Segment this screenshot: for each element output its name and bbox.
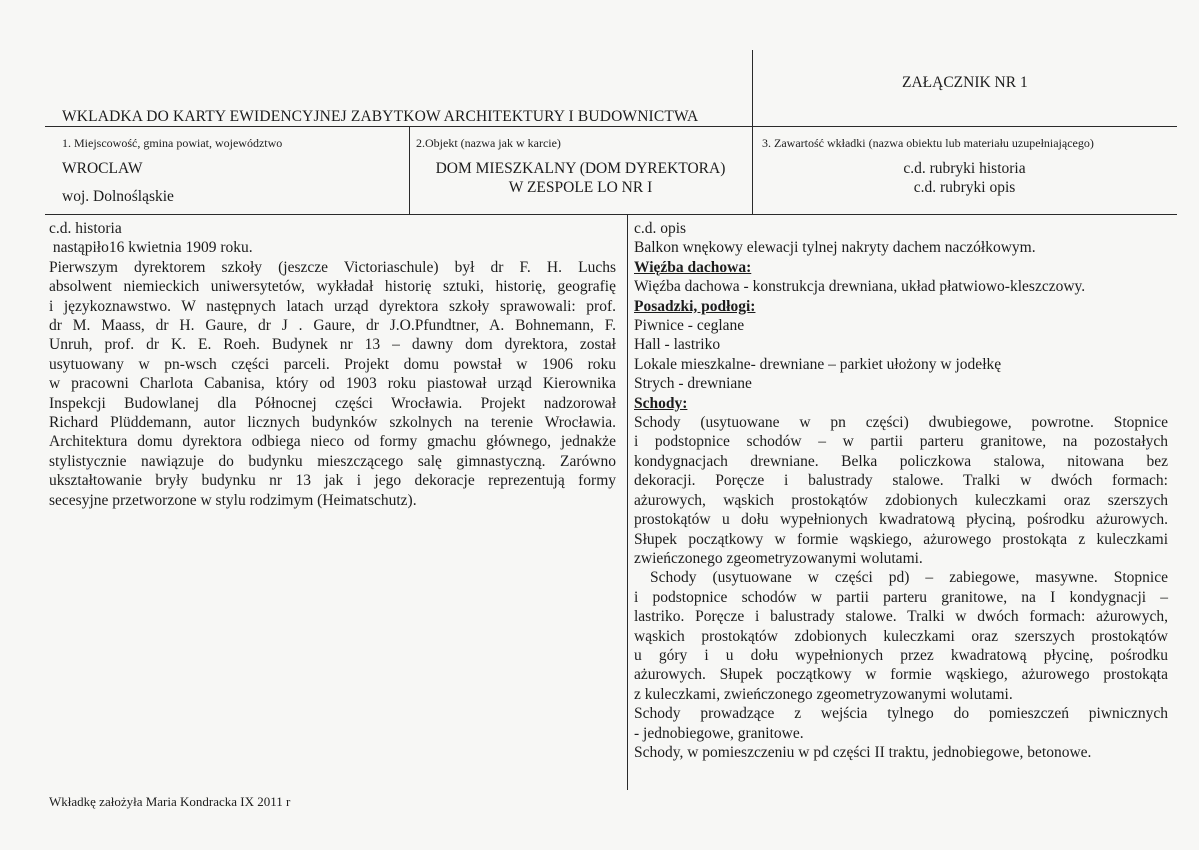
header-fields-bottom [45,214,1177,215]
stairs-line: Schody (usytuowane w części pd) – zabiegowe, masywne. Stopnice [634,569,1168,587]
contents-line2: c.d. rubryki opis [913,179,1016,196]
stairs-line: - jednobiegowe, granitowe. [634,724,804,742]
stairs-line: lastriko. Poręcze i balustrady stalowe. Tralki w dwóch formach: ażurowych, [634,608,1168,626]
stairs-line: Schody (usytuowane w pn części) dwubiegowe, powrotne. Stopnice [634,414,1168,432]
location-label: 1. Miejscowość, gmina powiat, województwo [62,136,283,150]
history-line: Architektura domu dyrektora odbiega nieco od formy gmachu głównego, jednakże [49,433,616,451]
stairs-heading: Schody: [634,394,688,412]
annex-label: ZAŁĄCZNIK NR 1 [902,74,1028,91]
roof-heading: Więźba dachowa: [634,258,752,276]
stairs-line: dekoracji. Poręcze i balustrady stalowe. Tralki w dwóch formach: [634,472,1168,490]
history-line: usytuowany w pn-wsch części parceli. Projekt domu powstał w 1906 roku [49,355,616,373]
location-voivodeship: woj. Dolnośląskie [62,188,174,205]
history-line: absolwent niemieckich uniwersytetów, wykładał historię sztuki, historię, geografię [49,278,616,296]
object-name-line2: W ZESPOLE LO NR I [508,179,653,196]
history-intro: nastąpiło16 kwietnia 1909 roku. [49,239,253,257]
history-line: Pierwszym dyrektorem szkoły (jeszcze Victoriaschule) był dr F. H. Luchs [49,258,616,276]
roof-text: Więźba dachowa - konstrukcja drewniana, układ płatwiowo-kleszczowy. [634,278,1086,296]
stairs-line: u góry i u dołu wypełnionych przez kwadratową płycinę, pośrodku [634,646,1168,664]
history-line: stylistycznie nawiązuje do budynku mieszczącego salę gimnastyczną. Zarówno [49,452,616,470]
history-line: ukształtowanie bryły budynku nr 13 jak i jego dekoracje reprezentują formy [49,472,616,490]
stairs-line: i podstopnice schodów w partii parteru granitowe, na I kondygnacji – [634,588,1168,606]
history-line: Unruh, prof. dr K. E. Roeh. Budynek nr 13 – dawny dom dyrektora, został [49,336,616,354]
stairs-line: Schody, w pomieszczeniu w pd części II traktu, jednobiegowe, betonowe. [634,743,1092,761]
stairs-line: Schody prowadzące z wejścia tylnego do pomieszczeń piwnicznych [634,705,1168,723]
stairs-line: kondygnacjach drewniane. Belka policzkowa stalowa, nitowana bez [634,452,1168,470]
object-label: 2.Objekt (nazwa jak w karcie) [416,136,561,150]
contents-label: 3. Zawartość wkładki (nazwa obiektu lub materiału uzupełniającego) [762,136,1094,150]
floor-item: Strych - drewniane [634,375,752,393]
stairs-line: wąskich prostokątów zdobionych kuleczkami oraz szerszych prostokątów [634,627,1168,645]
sheet-title: WKLADKA DO KARTY EWIDENCYJNEJ ZABYTKOW ARCHITEKTURY I BUDOWNICTWA [62,108,699,125]
stairs-line: zwieńczonego zgeometryzowanymi wolutami. [634,549,923,567]
floor-item: Piwnice - ceglane [634,317,745,335]
stairs-line: i podstopnice schodów – w partii parteru granitowe, na pozostałych [634,433,1168,451]
history-line: dr M. Maass, dr H. Gaure, dr J . Gaure, dr J.O.Pfundtner, A. Bohnemann, F. [49,317,616,335]
stairs-line: ażurowych, wąskich prostokątów zdobionych kuleczkami oraz szerszych [634,491,1168,509]
title-underline [45,126,1177,127]
location-city: WROCLAW [62,160,143,177]
object-name-line1: DOM MIESZKALNY (DOM DYREKTORA) [435,160,726,177]
history-line: Richard Plüddemann, autor licznych budynków szkolnych na terenie Wrocławia. [49,414,616,432]
stairs-line: z kuleczkami, zwieńczonego zgeometryzowanymi wolutami. [634,685,1013,703]
description-column [634,219,1168,762]
stairs-line: prostokątów u dołu wypełnionych kwadratową płyciną, pośrodku ażurowych. [634,511,1168,529]
balcony-text: Balkon wnękowy elewacji tylnej nakryty dachem naczółkowym. [634,239,1036,257]
content-divider [627,214,628,790]
stairs-line: Słupek początkowy w formie wąskiego, ażurowego prostokąta z kuleczkami [634,530,1168,548]
author-note: Wkładkę założyła Maria Kondracka IX 2011 r [49,794,291,809]
history-column [49,219,616,510]
floor-item: Lokale mieszkalne- drewniane – parkiet ułożony w jodełkę [634,355,1002,373]
history-line: w pracowni Charlota Cabanisa, który od 1903 roku piastował urząd Kierownika [49,375,616,393]
floors-heading: Posadzki, podłogi: [634,297,756,315]
contents-line1: c.d. rubryki historia [903,160,1026,177]
floor-item: Hall - lastriko [634,336,721,354]
history-line: i językoznawstwo. W następnych latach urząd dyrektora szkoły sprawowali: prof. [49,297,616,315]
description-heading: c.d. opis [634,220,687,237]
history-line: Inspekcji Budowlanej dla Północnej części Wrocławia. Projekt nadzorował [49,394,616,412]
stairs-line: ażurowych. Słupek początkowy w formie wąskiego, ażurowego prostokąta [634,666,1168,684]
history-line: secesyjne przetworzone w stylu rodzimym (Heimatschutz). [49,491,417,509]
history-heading: c.d. historia [49,220,122,237]
